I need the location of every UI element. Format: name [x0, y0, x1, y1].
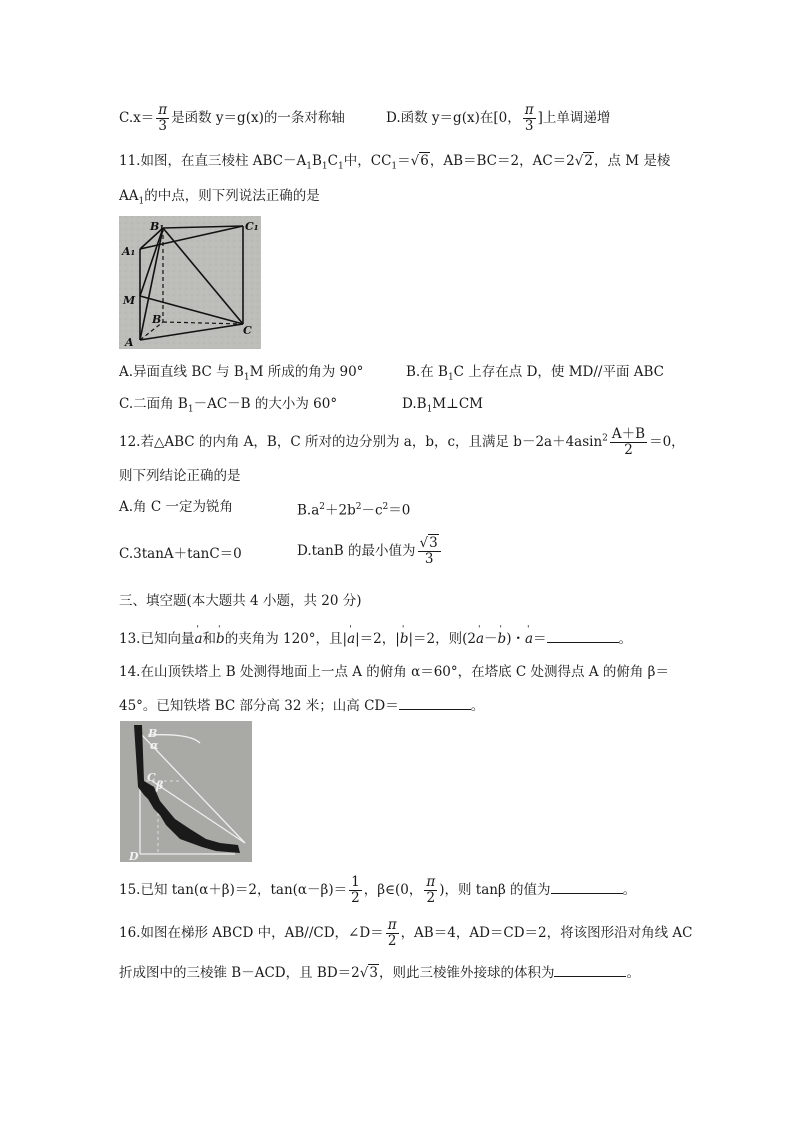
q15-answer-blank[interactable]	[551, 879, 623, 894]
q13-answer-blank[interactable]	[547, 628, 619, 643]
q12-option-d: D.tanB 的最小值为 $\frac{√3}{3}$	[297, 536, 443, 567]
q11-stem-line1: 11.如图，在直三棱柱 $ABC-A_1B_1C_1$中，$CC_1=√6$，AB＝BC＝2，AC＝2√2，点 M 是棱	[119, 153, 671, 172]
q13-stem: 13.已知向量' a和' b的夹角为 120°，且|' a|＝2，|' b|＝2，则(2' a－' b)・' a＝ 。	[119, 628, 632, 649]
q12-stem-line1: 12.若△ABC 的内角 A，B，C 所对的边分别为 a，b，c，且满足 b－2a＋4asin$^2$ $\frac{A+B}{2}$ ＝0，	[119, 426, 685, 458]
fig-label-m: M	[123, 294, 136, 307]
q11-option-b: B.在 $B_1C$ 上存在点 D，使 MD//平面 ABC	[406, 364, 664, 383]
fig-label-a: A	[125, 336, 134, 349]
q16-stem-line2: 折成图中的三棱锥 B－ACD，且 BD＝2√3，则此三棱锥外接球的体积为 。	[119, 962, 640, 983]
section-3-heading: 三、填空题(本大题共 4 小题，共 20 分)	[119, 593, 362, 609]
fig-label-b1: B₁	[150, 220, 165, 233]
q12-d-fraction: $\frac{√3}{3}$	[418, 536, 441, 567]
q11-option-d: $D.B_1M\perp CM$	[402, 396, 483, 415]
fig-label-b: B	[148, 727, 158, 740]
sqrt-3: √3	[359, 965, 378, 981]
fig-label-c1: C₁	[245, 220, 259, 233]
q14-mountain-figure	[120, 721, 252, 862]
fig-label-beta: β	[156, 779, 164, 792]
q12-stem-line2: 则下列结论正确的是	[119, 468, 241, 484]
q16-answer-blank[interactable]	[554, 962, 626, 977]
q11-prism-figure	[119, 216, 261, 349]
q11-stem-line2: $AA_1$的中点，则下列说法正确的是	[119, 188, 320, 207]
fig-label-a1: A₁	[122, 245, 136, 258]
fig-label-b: B	[152, 313, 162, 326]
q11-option-a: A.异面直线 BC 与 $B_1M$ 所成的角为 90°	[119, 364, 364, 383]
q11-option-c: C.二面角 $B_1-AC-B$ 的大小为 60°	[119, 396, 338, 415]
q10-option-c: C.x＝ $\frac{\pi}{3}$ 是函数 y＝g(x)的一条对称轴	[119, 102, 345, 134]
q14-stem-line2: 45°。已知铁塔 BC 部分高 32 米；山高 CD＝ 。	[119, 695, 484, 716]
q12-option-c: C.3tanA＋tanC＝0	[119, 546, 242, 562]
q14-stem-line1: 14.在山顶铁塔上 B 处测得地面上一点 A 的俯角 α＝60°，在塔底 C 处测得点 A 的俯角 β＝	[119, 664, 669, 680]
fig-label-d: D	[129, 850, 139, 862]
q15-stem: 15.已知 tan(α＋β)＝2，tan(α－β)＝ $\frac{1}{2}$ ，β∈(0， $\frac{\pi}{2}$ )，则 tanβ 的值为 。	[119, 874, 637, 906]
q10-c-fraction: $\frac{\pi}{3}$	[158, 102, 168, 134]
q12-option-a: A.角 C 一定为锐角	[119, 499, 233, 515]
q14-answer-blank[interactable]	[399, 695, 471, 710]
fig-label-alpha: α	[150, 739, 159, 752]
q12-fraction: $\frac{A+B}{2}$	[611, 426, 646, 458]
q10-option-d: D.函数 y＝g(x)在[0， $\frac{\pi}{3}$ ]上单调递增	[386, 102, 611, 134]
sqrt-2: √2	[574, 153, 593, 169]
q15-fraction-half: $\frac{1}{2}$	[351, 874, 360, 906]
q12-option-b: $B.a^2+2b^2-c^2=0$	[297, 502, 411, 519]
q16-fraction: $\frac{\pi}{2}$	[387, 917, 397, 949]
q10-d-fraction: $\frac{\pi}{3}$	[524, 102, 534, 134]
fig-label-c: C	[147, 771, 156, 784]
q15-fraction-pi2: $\frac{\pi}{2}$	[426, 874, 436, 906]
fig-label-c: C	[243, 324, 252, 337]
q16-stem-line1: 16.如图在梯形 ABCD 中，AB//CD，∠D＝ $\frac{\pi}{2}$ ，AB＝4，AD＝CD＝2，将该图形沿对角线 AC	[119, 917, 693, 949]
sqrt-6: √6	[410, 153, 429, 169]
